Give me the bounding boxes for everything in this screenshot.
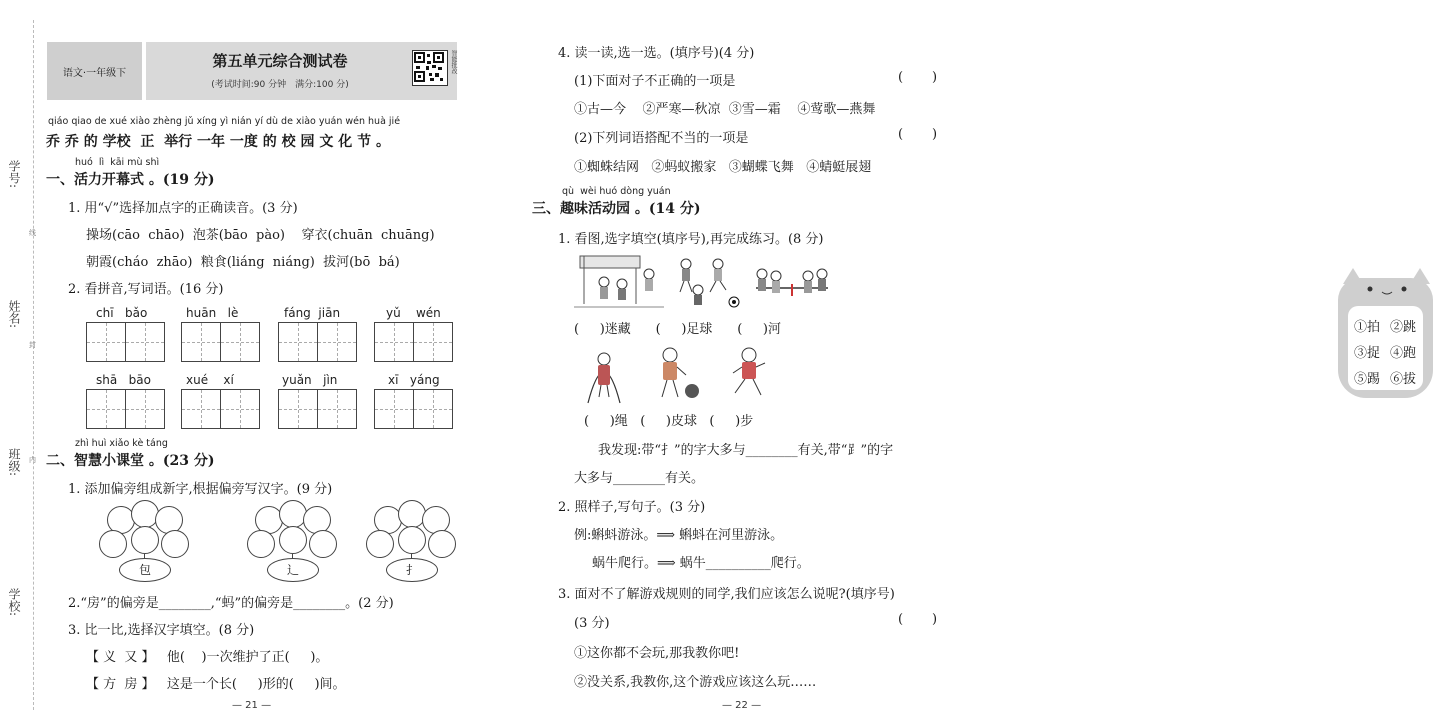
word-pinyin-7: yuǎn jìn xyxy=(282,373,338,387)
s2-q1: 1. 添加偏旁组成新字,根据偏旁写汉字。(9 分) xyxy=(68,482,333,497)
s2-q4: 4. 读一读,选一选。(填序号)(4 分) xyxy=(558,46,755,61)
writing-box[interactable] xyxy=(220,389,260,429)
s2-q4-2-options: ①蜘蛛结网 ②蚂蚁搬家 ③蝴蝶飞舞 ④蜻蜓展翅 xyxy=(574,160,872,175)
class-label: 班级: xyxy=(7,448,21,477)
word-pinyin-4: yǔ wén xyxy=(386,306,441,320)
page-number-right: — 22 — xyxy=(722,700,762,711)
flower-root: 扌 xyxy=(386,558,438,582)
word-pinyin-8: xī yáng xyxy=(388,373,440,387)
section3-title: 三、趣味活动园 。(14 分) xyxy=(532,201,701,217)
s3-q2: 2. 照样子,写句子。(3 分) xyxy=(558,500,706,515)
flower-petal[interactable] xyxy=(131,526,159,554)
word-pinyin-3: fáng jiān xyxy=(284,306,341,320)
exam-info: (考试时间:90 分钟 满分:100 分) xyxy=(211,80,349,90)
answer-paren[interactable]: ( ) xyxy=(898,70,938,85)
s2-q3: 3. 比一比,选择汉字填空。(8 分) xyxy=(68,623,255,638)
s2-q4-1-options: ①古—今 ②严寒—秋凉 ③雪—霜 ④莺歌—燕舞 xyxy=(574,102,876,117)
flower-petal[interactable] xyxy=(279,526,307,554)
s3-discovery-line1: 我发现:带“扌”的字大多与________有关,带“⻊”的字 xyxy=(598,443,894,458)
cat-face-icon xyxy=(1362,284,1412,298)
seal-mark: 封 xyxy=(29,341,36,349)
left-page xyxy=(0,0,500,721)
tug-of-war-illustration xyxy=(752,252,832,312)
student-no-label: 学号: xyxy=(7,160,21,189)
s1-q1: 1. 用“√”选择加点字的正确读音。(3 分) xyxy=(68,201,298,216)
s3-q1: 1. 看图,选字填空(填序号),再完成练习。(8 分) xyxy=(558,232,824,247)
word-pinyin-5: shā bāo xyxy=(96,373,151,387)
writing-box[interactable] xyxy=(220,322,260,362)
s3-q3-score: (3 分) xyxy=(574,616,610,631)
writing-box[interactable] xyxy=(374,322,414,362)
s2-q2: 2.“房”的偏旁是________,“蚂”的偏旁是________。(2 分) xyxy=(68,596,394,611)
flower-petal[interactable] xyxy=(99,530,127,558)
right-page xyxy=(500,0,1417,721)
writing-box[interactable] xyxy=(278,389,318,429)
s3-row2-blanks[interactable]: ( )绳 ( )皮球 ( )步 xyxy=(584,414,754,429)
choice-item: ⑥拔 xyxy=(1390,372,1417,387)
seal-mark-inner: 内 xyxy=(29,456,36,464)
jump-rope-illustration xyxy=(584,345,624,407)
flower-petal[interactable] xyxy=(366,530,394,558)
s3-q3: 3. 面对不了解游戏规则的同学,我们应该怎么说呢?(填序号) xyxy=(558,587,895,602)
s2-q4-1: (1)下面对子不正确的一项是 xyxy=(574,74,736,89)
choice-item: ④跑 xyxy=(1390,346,1417,361)
writing-box[interactable] xyxy=(86,322,126,362)
writing-box[interactable] xyxy=(278,322,318,362)
flower-diagram xyxy=(362,500,462,580)
word-pinyin-1: chī bǎo xyxy=(96,306,148,320)
hide-and-seek-illustration xyxy=(574,252,664,312)
flower-petal[interactable] xyxy=(161,530,189,558)
writing-box[interactable] xyxy=(413,389,453,429)
section3-pinyin: qù wèi huó dòng yuán xyxy=(562,186,671,197)
flower-root: 辶 xyxy=(267,558,319,582)
choice-item: ②跳 xyxy=(1390,320,1417,335)
flower-petal[interactable] xyxy=(398,526,426,554)
writing-box[interactable] xyxy=(374,389,414,429)
section1-pinyin: huó lì kāi mù shì xyxy=(75,157,160,168)
s3-q2-example: 例:蝌蚪游泳。⟹ 蝌蚪在河里游泳。 xyxy=(574,528,784,543)
s3-q2-exercise[interactable]: 蜗牛爬行。⟹ 蜗牛__________爬行。 xyxy=(592,556,810,571)
choice-item: ③捉 xyxy=(1354,346,1381,361)
section1-title: 一、活力开幕式 。(19 分) xyxy=(46,172,215,188)
writing-box[interactable] xyxy=(317,322,357,362)
choice-item: ①拍 xyxy=(1354,320,1381,335)
answer-paren[interactable]: ( ) xyxy=(898,612,938,627)
writing-box[interactable] xyxy=(181,322,221,362)
flower-petal[interactable] xyxy=(428,530,456,558)
s1-q1-line1: 操场(cāo chāo) 泡茶(bāo pào) 穿衣(chuān chuāng) xyxy=(86,228,435,243)
section2-title: 二、智慧小课堂 。(23 分) xyxy=(46,453,215,469)
cut-line xyxy=(33,20,34,710)
section2-pinyin: zhì huì xiǎo kè táng xyxy=(75,438,168,449)
running-illustration xyxy=(725,345,770,407)
page-number-left: — 21 — xyxy=(232,700,272,711)
writing-box[interactable] xyxy=(413,322,453,362)
s1-q1-line2: 朝霞(cháo zhāo) 粮食(liáng niáng) 拔河(bō bá) xyxy=(86,255,400,270)
intro-text: 乔 乔 的 学校 正 举行 一年 一度 的 校 园 文 化 节 。 xyxy=(46,134,390,150)
page-title: 第五单元综合测试卷 xyxy=(212,52,348,70)
writing-box[interactable] xyxy=(125,389,165,429)
s3-q3-option2: ②没关系,我教你,这个游戏应该这么玩…… xyxy=(574,675,817,690)
s1-q2: 2. 看拼音,写词语。(16 分) xyxy=(68,282,224,297)
s3-q3-option1: ①这你都不会玩,那我教你吧! xyxy=(574,646,740,661)
s2-q4-2: (2)下列词语搭配不当的一项是 xyxy=(574,131,749,146)
flower-petal[interactable] xyxy=(247,530,275,558)
flower-petal[interactable] xyxy=(309,530,337,558)
s3-discovery-line2: 大多与________有关。 xyxy=(574,471,705,486)
name-label: 姓名: xyxy=(7,300,21,329)
flower-diagram xyxy=(95,500,195,580)
choice-item: ⑤踢 xyxy=(1354,372,1381,387)
writing-box[interactable] xyxy=(125,322,165,362)
writing-box[interactable] xyxy=(181,389,221,429)
s2-q3-line1: 【 义 又 】 他( )一次维护了正( )。 xyxy=(86,650,329,665)
word-pinyin-2: huān lè xyxy=(186,306,239,320)
flower-root: 包 xyxy=(119,558,171,582)
s3-row1-blanks[interactable]: ( )迷藏 ( )足球 ( )河 xyxy=(574,322,782,337)
school-label: 学校: xyxy=(7,588,21,617)
football-illustration xyxy=(668,252,748,312)
bounce-ball-illustration xyxy=(650,345,705,407)
answer-paren[interactable]: ( ) xyxy=(898,127,938,142)
s2-q3-line2: 【 方 房 】 这是一个长( )形的( )间。 xyxy=(86,677,346,692)
intro-pinyin: qiáo qiao de xué xiào zhèng jǔ xíng yì nián yí dù de xiào yuán wén huà jié xyxy=(48,116,401,127)
flower-diagram xyxy=(243,500,343,580)
qr-caption: 智能批改 xyxy=(450,50,457,74)
seal-mark-line: 线 xyxy=(29,229,36,237)
binding-margin xyxy=(0,0,42,721)
subject-tag: 语文·一年级下 xyxy=(47,42,146,100)
writing-box[interactable] xyxy=(317,389,357,429)
qr-code-icon[interactable] xyxy=(412,50,448,86)
writing-box[interactable] xyxy=(86,389,126,429)
word-pinyin-6: xué xí xyxy=(186,373,234,387)
